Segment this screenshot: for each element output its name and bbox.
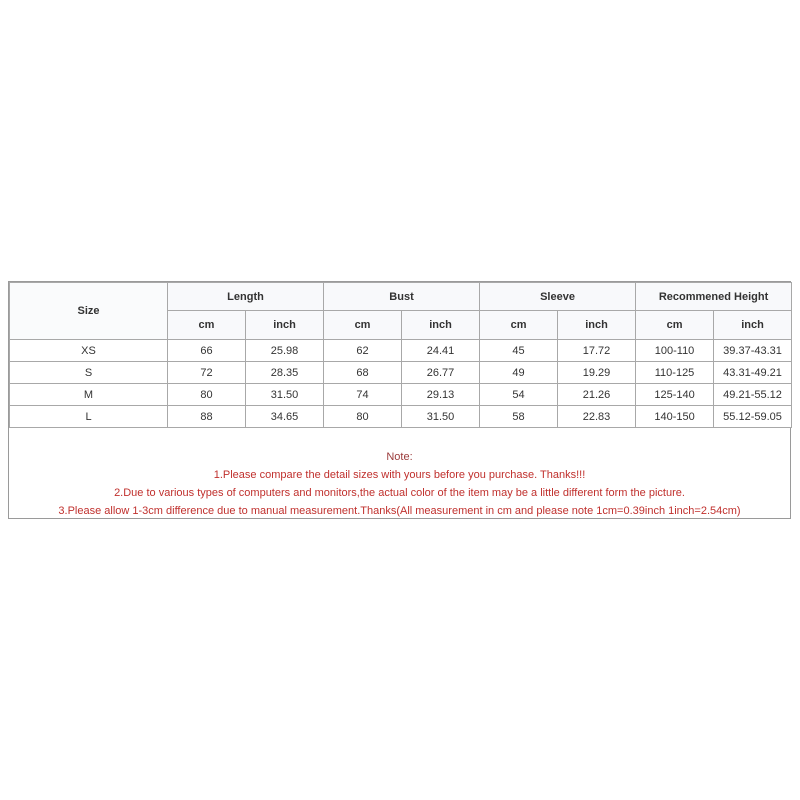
note-title: Note: <box>386 451 413 463</box>
note-line: 3.Please allow 1-3cm difference due to manual measurement.Thanks(All measurement in cm and please note 1cm=0.39inch 1inch=2.54cm) <box>58 505 741 517</box>
size-chart <box>8 281 791 519</box>
table-cell: 21.26 <box>558 384 636 406</box>
size-header: Size <box>10 283 168 340</box>
table-cell: 25.98 <box>246 340 324 362</box>
note-line: 1.Please compare the detail sizes with yours before you purchase. Thanks!!! <box>213 469 586 481</box>
unit-header: inch <box>558 311 636 340</box>
table-cell: 26.77 <box>402 362 480 384</box>
table-cell: 49 <box>480 362 558 384</box>
table-row <box>10 384 792 406</box>
note-line: 2.Due to various types of computers and monitors,the actual color of the item may be a little different form the picture. <box>114 487 685 499</box>
unit-header: inch <box>246 311 324 340</box>
table-cell: 100-110 <box>636 340 714 362</box>
table-cell: 58 <box>480 406 558 428</box>
length-header: Length <box>168 283 324 311</box>
table-cell: 24.41 <box>402 340 480 362</box>
unit-header: inch <box>402 311 480 340</box>
sleeve-header: Sleeve <box>480 283 636 311</box>
notes-section <box>9 448 790 520</box>
table-header-row <box>10 283 792 311</box>
unit-header: cm <box>636 311 714 340</box>
table-cell: 49.21-55.12 <box>714 384 792 406</box>
table-cell: 80 <box>324 406 402 428</box>
table-cell: 68 <box>324 362 402 384</box>
table-row <box>10 362 792 384</box>
table-cell: 140-150 <box>636 406 714 428</box>
table-cell: 34.65 <box>246 406 324 428</box>
table-cell: 74 <box>324 384 402 406</box>
table-cell: 22.83 <box>558 406 636 428</box>
table-cell: 31.50 <box>402 406 480 428</box>
size-cell: S <box>10 362 168 384</box>
table-cell: 54 <box>480 384 558 406</box>
table-cell: 62 <box>324 340 402 362</box>
unit-header: cm <box>324 311 402 340</box>
table-cell: 31.50 <box>246 384 324 406</box>
table-cell: 39.37-43.31 <box>714 340 792 362</box>
unit-header: inch <box>714 311 792 340</box>
table-cell: 110-125 <box>636 362 714 384</box>
table-cell: 88 <box>168 406 246 428</box>
size-cell: M <box>10 384 168 406</box>
table-row <box>10 406 792 428</box>
table-cell: 28.35 <box>246 362 324 384</box>
size-cell: XS <box>10 340 168 362</box>
table-cell: 72 <box>168 362 246 384</box>
recommended-height-header: Recommened Height <box>636 283 792 311</box>
table-cell: 55.12-59.05 <box>714 406 792 428</box>
size-table <box>9 282 792 428</box>
table-cell: 66 <box>168 340 246 362</box>
table-cell: 43.31-49.21 <box>714 362 792 384</box>
table-cell: 29.13 <box>402 384 480 406</box>
table-cell: 45 <box>480 340 558 362</box>
table-cell: 80 <box>168 384 246 406</box>
table-cell: 125-140 <box>636 384 714 406</box>
table-cell: 19.29 <box>558 362 636 384</box>
bust-header: Bust <box>324 283 480 311</box>
size-cell: L <box>10 406 168 428</box>
table-cell: 17.72 <box>558 340 636 362</box>
unit-header: cm <box>480 311 558 340</box>
table-row <box>10 340 792 362</box>
unit-header: cm <box>168 311 246 340</box>
